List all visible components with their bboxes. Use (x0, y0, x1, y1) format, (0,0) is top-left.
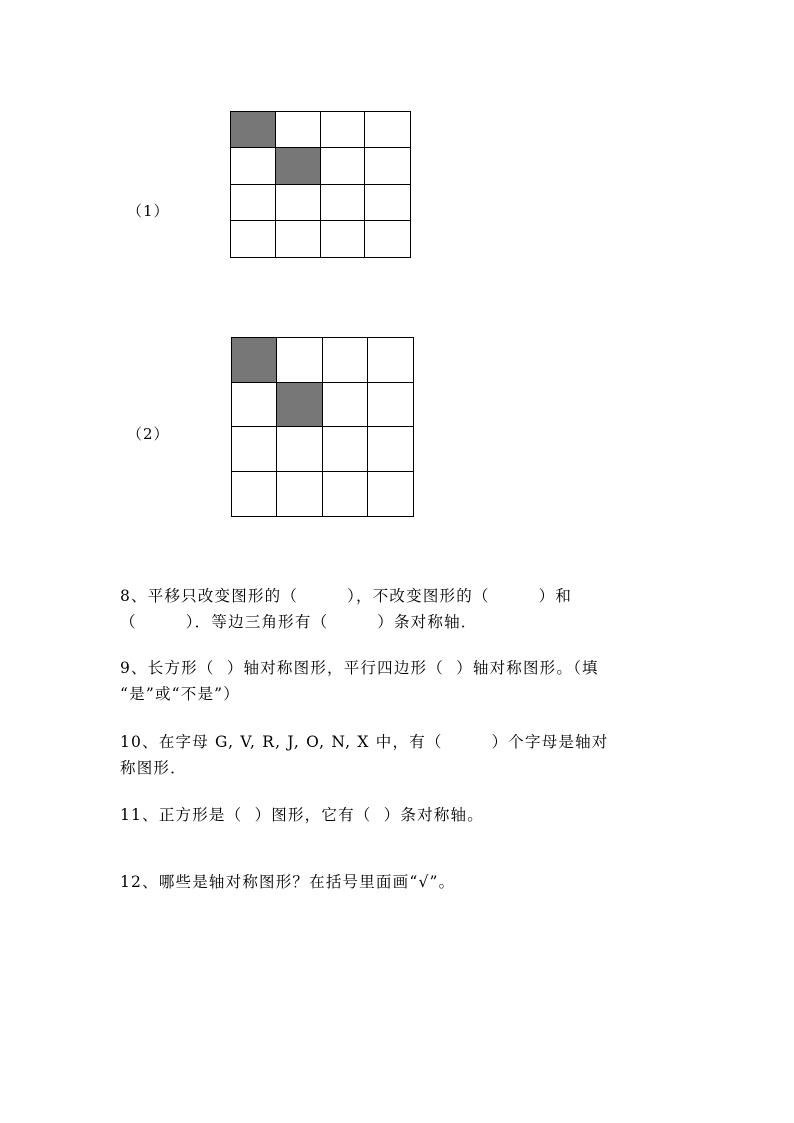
question-10 (120, 729, 680, 781)
grid-cell (231, 185, 276, 221)
question-8-line-2: （ ）．等边三角形有（ ）条对称轴． (120, 613, 478, 631)
grid-cell (365, 221, 410, 257)
grid-cell (276, 185, 321, 221)
grid-cell (277, 338, 322, 383)
question-8-line-1: 8、平移只改变图形的（ ），不改变图形的（ ）和 (120, 587, 573, 605)
grid-cell (368, 427, 413, 472)
grid-cell-shaded (276, 148, 321, 184)
grid-cell (321, 148, 366, 184)
question-10-line-2: 称图形． (120, 759, 187, 777)
figure-1-grid (230, 111, 411, 258)
question-9 (120, 655, 680, 707)
grid-cell (232, 383, 277, 428)
question-12-line-1: 12、哪些是轴对称图形？在括号里面画“√”。 (120, 873, 456, 891)
grid-cell (323, 472, 368, 517)
grid-cell (277, 472, 322, 517)
question-11 (120, 802, 680, 828)
grid-cell (321, 112, 366, 148)
grid-cell (365, 112, 410, 148)
grid-cell (365, 148, 410, 184)
grid-cell-shaded (232, 338, 277, 383)
grid-cell (321, 221, 366, 257)
grid-cell (368, 383, 413, 428)
question-9-line-2: “是”或“不是”） (120, 685, 240, 703)
grid-cell (276, 112, 321, 148)
figure-2-grid (231, 337, 414, 517)
grid-cell-shaded (277, 383, 322, 428)
grid-cell (277, 427, 322, 472)
grid-cell (321, 185, 366, 221)
grid-cell (323, 383, 368, 428)
grid-cell (232, 472, 277, 517)
question-11-line-1: 11、正方形是（ ）图形，它有（ ）条对称轴。 (120, 806, 484, 824)
grid-cell (368, 472, 413, 517)
grid-cell (232, 427, 277, 472)
figure-2-label: （2） (127, 425, 170, 443)
grid-cell (323, 338, 368, 383)
question-10-line-1: 10、在字母 G, V, R, J, O, N, X 中，有（ ）个字母是轴对 (120, 733, 609, 751)
grid-cell (323, 427, 368, 472)
grid-cell (368, 338, 413, 383)
figure-1-label: （1） (127, 202, 170, 220)
grid-cell (231, 148, 276, 184)
grid-cell (276, 221, 321, 257)
grid-cell (231, 221, 276, 257)
grid-cell-shaded (231, 112, 276, 148)
grid-cell (365, 185, 410, 221)
question-8 (120, 583, 680, 635)
question-9-line-1: 9、长方形（ ）轴对称图形，平行四边形（ ）轴对称图形。（填 (120, 659, 599, 677)
question-12 (120, 869, 680, 895)
